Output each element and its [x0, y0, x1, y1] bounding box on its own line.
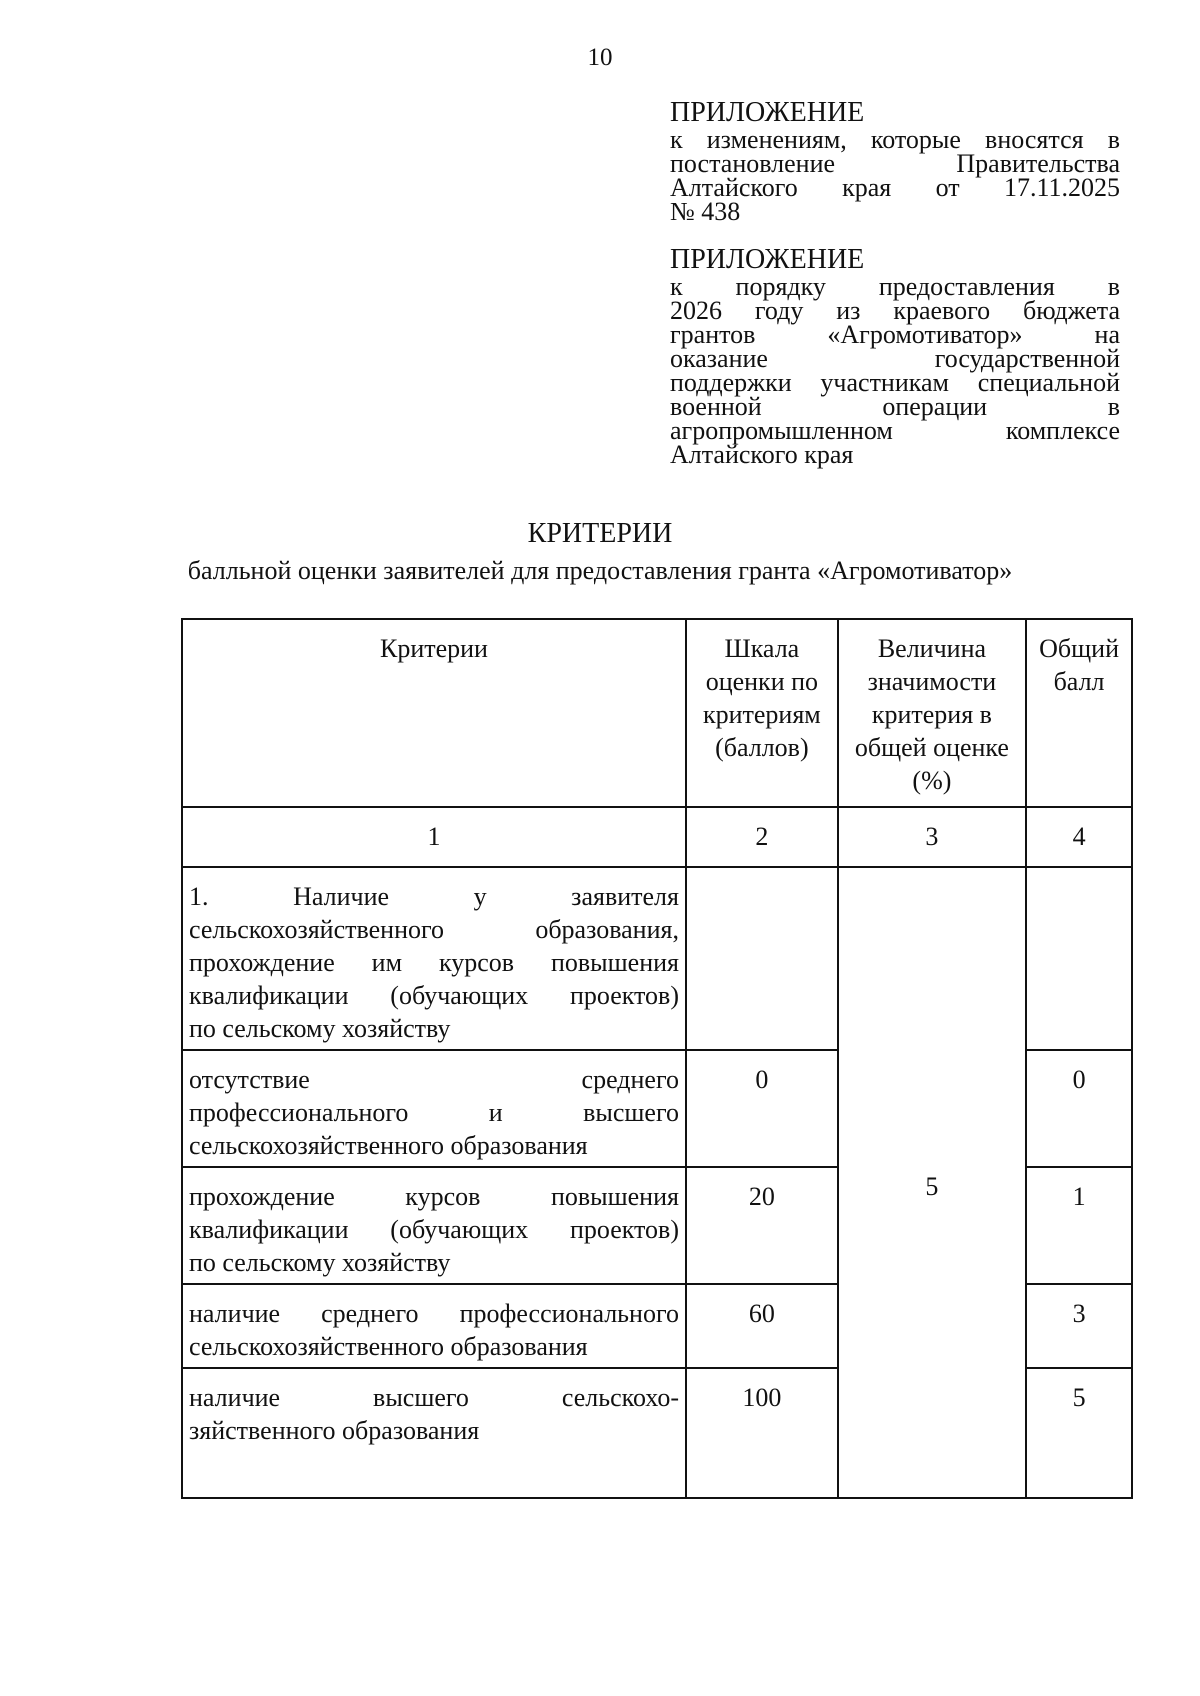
score-cell: 0 [1026, 1050, 1132, 1167]
appendix-heading: ПРИЛОЖЕНИЕ [670, 244, 865, 275]
appendix-line: к порядку предоставления в [670, 272, 1120, 301]
appendix-line: 2026 году из краевого бюджета [670, 296, 1120, 325]
header-criteria: Критерии [182, 619, 686, 807]
cell-line: наличие высшего сельскохо- [189, 1383, 679, 1412]
appendix-heading: ПРИЛОЖЕНИЕ [670, 97, 865, 128]
cell-line: отсутствие среднего [189, 1065, 679, 1094]
scale-cell: 100 [686, 1368, 838, 1498]
cell-line: 1. Наличие у заявителя [189, 882, 679, 911]
empty-cell [1026, 867, 1132, 1050]
score-cell: 5 [1026, 1368, 1132, 1498]
cell-line: прохождение курсов повышения [189, 1182, 679, 1211]
criteria-table [181, 618, 1133, 1499]
document-subtitle: балльной оценки заявителей для предоставления гранта «Агромотиватор» [187, 556, 1013, 585]
cell-line: сельскохозяйственного образования, [189, 915, 679, 944]
cell-line: прохождение им курсов повышения [189, 948, 679, 977]
column-number: 4 [1026, 807, 1132, 867]
appendix-line: постановление Правительства [670, 149, 1120, 178]
appendix-line: Алтайского края [670, 440, 854, 469]
header-total-score: Общий балл [1026, 619, 1132, 807]
appendix-line: Алтайского края от 17.11.2025 [670, 173, 1120, 202]
scale-cell: 60 [686, 1284, 838, 1368]
cell-line: сельскохозяйственного образования [189, 1332, 588, 1361]
column-number: 1 [182, 807, 686, 867]
cell-line: зяйственного образования [189, 1416, 480, 1445]
appendix-block-amendments [670, 98, 1120, 224]
document-title: КРИТЕРИИ [527, 518, 673, 549]
criterion-cell [182, 1050, 686, 1167]
cell-line: квалификации (обучающих проектов) [189, 1215, 679, 1244]
cell-line: сельскохозяйственного образования [189, 1131, 588, 1160]
criterion-cell [182, 1284, 686, 1368]
appendix-line: к изменениям, которые вносятся в [670, 125, 1120, 154]
header-scale: Шкала оценки по критериям (баллов) [686, 619, 838, 807]
cell-line: наличие среднего профессионального [189, 1299, 679, 1328]
score-cell: 1 [1026, 1167, 1132, 1284]
empty-cell [686, 867, 838, 1050]
criterion-cell [182, 1167, 686, 1284]
appendix-line: № 438 [670, 197, 741, 226]
scale-cell: 20 [686, 1167, 838, 1284]
cell-line: по сельскому хозяйству [189, 1014, 451, 1043]
page-number: 10 [587, 44, 613, 71]
criterion-cell [182, 1368, 686, 1498]
appendix-line: поддержки участникам специальной [670, 368, 1120, 397]
appendix-line: оказание государственной [670, 344, 1120, 373]
cell-line: профессионального и высшего [189, 1098, 679, 1127]
column-number-row [182, 807, 1132, 867]
column-number: 2 [686, 807, 838, 867]
table-header-row [182, 619, 1132, 807]
appendix-block-procedure [670, 245, 1120, 467]
header-weight: Величина значимости критерия в общей оценке (%) [838, 619, 1026, 807]
column-number: 3 [838, 807, 1026, 867]
weight-cell: 5 [838, 867, 1026, 1498]
appendix-line: военной операции в [670, 392, 1120, 421]
scale-cell: 0 [686, 1050, 838, 1167]
score-cell: 3 [1026, 1284, 1132, 1368]
appendix-line: агропромышленном комплексе [670, 416, 1120, 445]
cell-line: по сельскому хозяйству [189, 1248, 451, 1277]
appendix-line: грантов «Агромотиватор» на [670, 320, 1120, 349]
section-title-cell [182, 867, 686, 1050]
cell-line: квалификации (обучающих проектов) [189, 981, 679, 1010]
table-row [182, 867, 1132, 1050]
